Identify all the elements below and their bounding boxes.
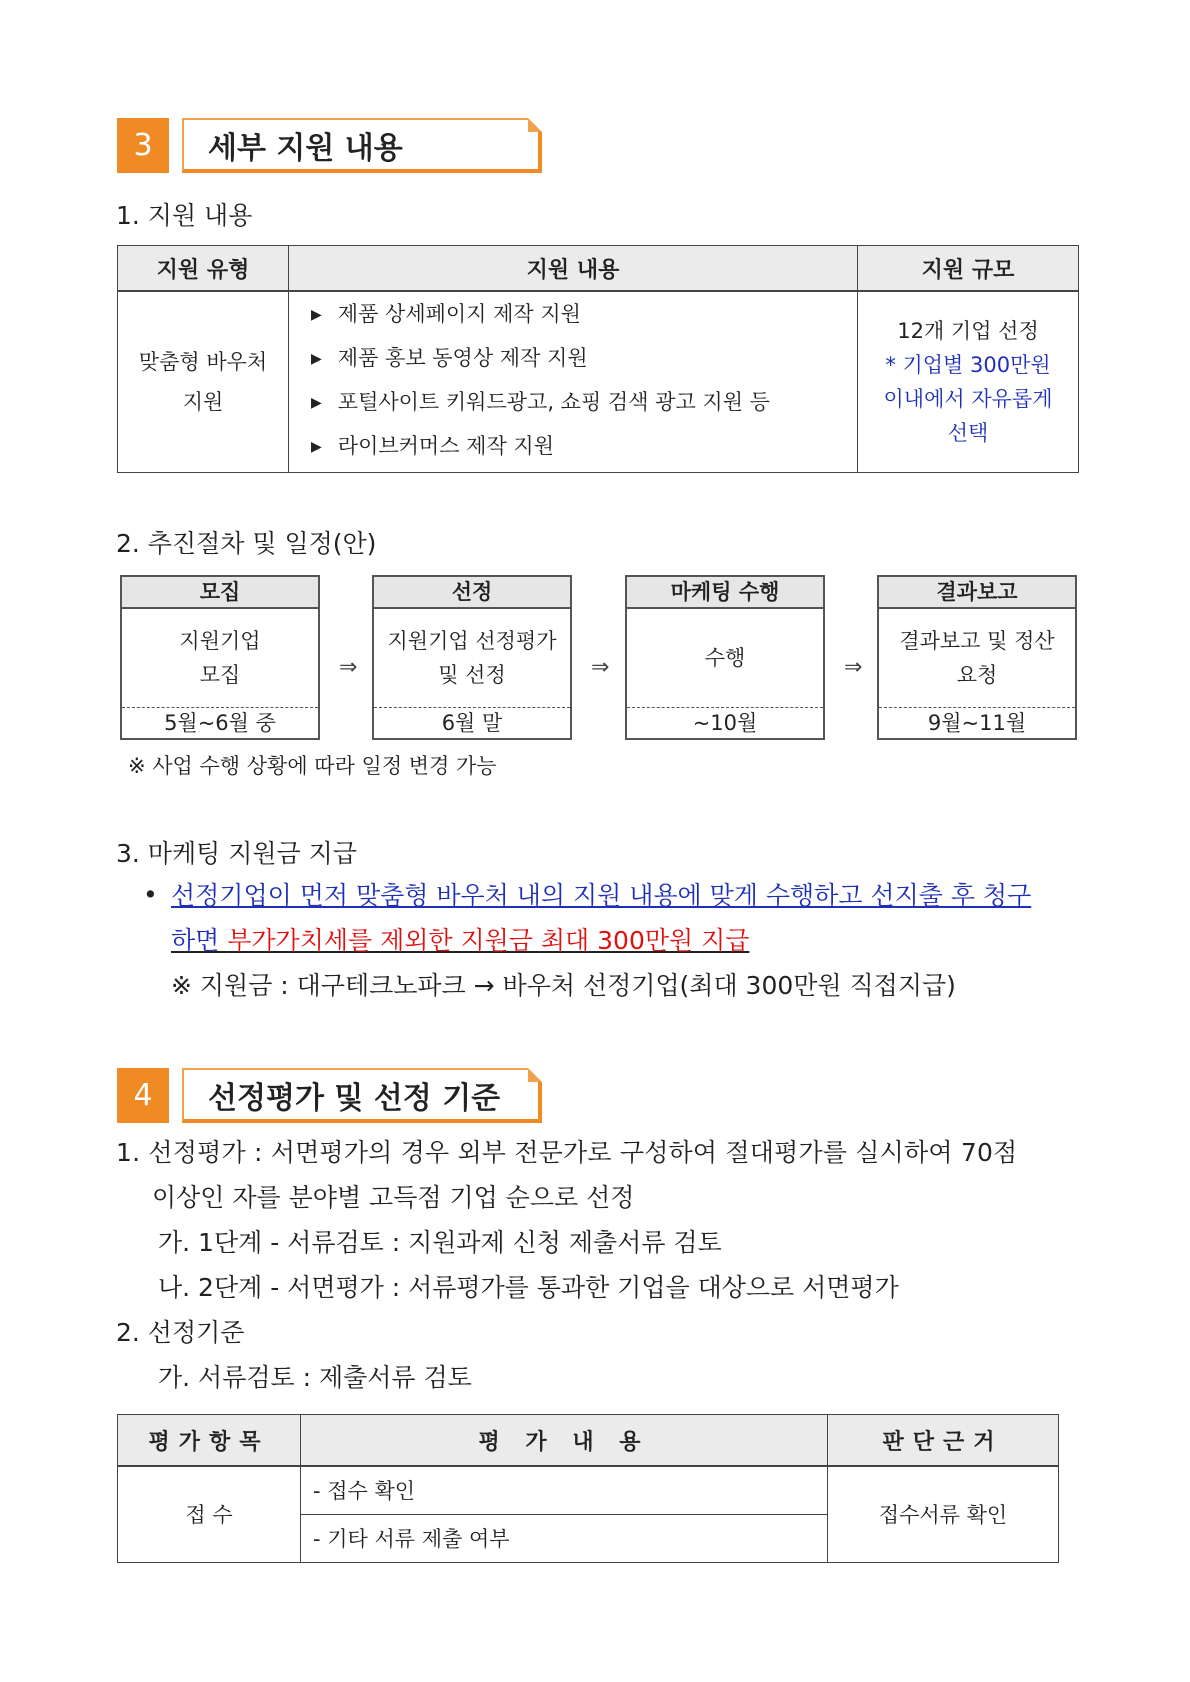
step-body-line1: 수행: [704, 646, 746, 670]
eval-basis-cell: 접수서류 확인: [828, 1466, 1059, 1562]
schedule-note: ※ 사업 수행 상황에 따라 일정 변경 가능: [128, 754, 497, 778]
section-title: 세부 지원 내용: [208, 130, 403, 166]
row-label: 접 수: [118, 1466, 301, 1562]
payment-line-2: [171, 918, 1091, 963]
list-item: ▶ 포털사이트 키워드광고, 쇼핑 검색 광고 지원 등: [311, 382, 857, 426]
table-header-row: [118, 246, 1079, 292]
step-date: 5월~6월 중: [164, 711, 276, 735]
process-step-report: [877, 575, 1077, 740]
list-item: ▶ 제품 상세페이지 제작 지원: [311, 294, 857, 338]
payment-description: [171, 873, 1091, 1008]
support-type-line1: 맞춤형 바우처: [138, 350, 268, 374]
step-body-line1: 결과보고 및 정산: [899, 629, 1055, 653]
support-scale-note-3: 선택: [947, 421, 989, 445]
section-number-badge: 4: [117, 1068, 169, 1123]
step-body-line1: 지원기업: [179, 629, 261, 653]
support-type-line2: 지원: [182, 390, 224, 414]
header-eval-item: 평가항목: [118, 1415, 301, 1467]
table-row: [118, 1466, 1059, 1514]
process-arrow-icon: ⇒: [591, 655, 610, 680]
evaluation-description: [116, 1130, 1096, 1400]
header-eval-content: 평 가 내 용: [301, 1415, 828, 1467]
header-support-type: 지원 유형: [118, 246, 289, 292]
section-title: 선정평가 및 선정 기준: [208, 1080, 501, 1116]
step-body-line2: 요청: [956, 663, 998, 687]
subheading-support-content: 1. 지원 내용: [116, 201, 253, 230]
payment-line-2-a: 하면: [171, 926, 228, 955]
section-title-box: [182, 118, 542, 173]
subheading-payment: 3. 마케팅 지원금 지급: [116, 839, 357, 868]
criteria-heading: 2. 선정기준: [116, 1318, 245, 1347]
support-items-list: [291, 294, 857, 470]
process-step-select: [372, 575, 572, 740]
evaluation-table: [117, 1414, 1059, 1563]
list-item: ▶ 제품 홍보 동영상 제작 지원: [311, 338, 857, 382]
folded-corner-icon: [528, 118, 542, 132]
header-support-scale: 지원 규모: [858, 246, 1079, 292]
step-date: ~10월: [692, 711, 758, 735]
process-arrow-icon: ⇒: [339, 655, 358, 680]
process-step-marketing: [625, 575, 825, 740]
support-scale-count: 12개 기업 선정: [897, 319, 1039, 343]
payment-line-1: 선정기업이 먼저 맞춤형 바우처 내의 지원 내용에 맞게 수행하고 선지출 후 청구: [171, 881, 1032, 910]
subheading-schedule: 2. 추진절차 및 일정(안): [116, 529, 377, 558]
step-title: 선정: [374, 577, 570, 609]
table-row: [118, 291, 1079, 473]
step-date: 9월~11월: [927, 711, 1027, 735]
support-scale-note-1: * 기업별 300만원: [885, 353, 1051, 377]
payment-line-2-b: 부가가치세를 제외한 지원금 최대 300만원 지급: [227, 926, 750, 955]
step-body-line2: 모집: [199, 663, 241, 687]
eval-content-cell: - 기타 서류 제출 여부: [301, 1514, 828, 1562]
step-title: 모집: [122, 577, 318, 609]
eval-line-1: 1. 선정평가 : 서면평가의 경우 외부 전문가로 구성하여 절대평가를 실시하여 70점: [116, 1138, 1018, 1167]
header-eval-basis: 판단근거: [828, 1415, 1059, 1467]
eval-step-1: 가. 1단계 - 서류검토 : 지원과제 신청 제출서류 검토: [158, 1228, 722, 1257]
step-body-line1: 지원기업 선정평가: [387, 629, 557, 653]
support-content-table: [117, 245, 1079, 473]
step-body-line2: 및 선정: [438, 663, 506, 687]
table-header-row: [118, 1415, 1059, 1467]
step-title: 마케팅 수행: [627, 577, 823, 609]
process-step-recruit: [120, 575, 320, 740]
support-content-cell: [289, 291, 858, 473]
header-support-content: 지원 내용: [289, 246, 858, 292]
criteria-item: 가. 서류검토 : 제출서류 검토: [158, 1363, 472, 1392]
list-item: ▶ 라이브커머스 제작 지원: [311, 426, 857, 470]
folded-corner-icon: [528, 1068, 542, 1082]
eval-step-2: 나. 2단계 - 서면평가 : 서류평가를 통과한 기업을 대상으로 서면평가: [158, 1273, 899, 1302]
support-type-cell: [118, 291, 289, 473]
step-body: [122, 609, 318, 708]
payment-note: ※ 지원금 : 대구테크노파크 → 바우처 선정기업(최대 300만원 직접지급): [171, 971, 956, 1000]
eval-content-cell: - 접수 확인: [301, 1466, 828, 1514]
step-body: [879, 609, 1075, 708]
support-scale-cell: [858, 291, 1079, 473]
step-body: [627, 609, 823, 708]
step-body: [374, 609, 570, 708]
section-number-badge: 3: [117, 118, 169, 173]
payment-bullet-icon: •: [143, 880, 158, 909]
support-scale-note-2: 이내에서 자유롭게: [883, 387, 1053, 411]
eval-line-2: 이상인 자를 분야별 고득점 기업 순으로 선정: [152, 1183, 635, 1212]
section-title-box: [182, 1068, 542, 1123]
process-arrow-icon: ⇒: [844, 655, 863, 680]
step-title: 결과보고: [879, 577, 1075, 609]
step-date: 6월 말: [441, 711, 503, 735]
